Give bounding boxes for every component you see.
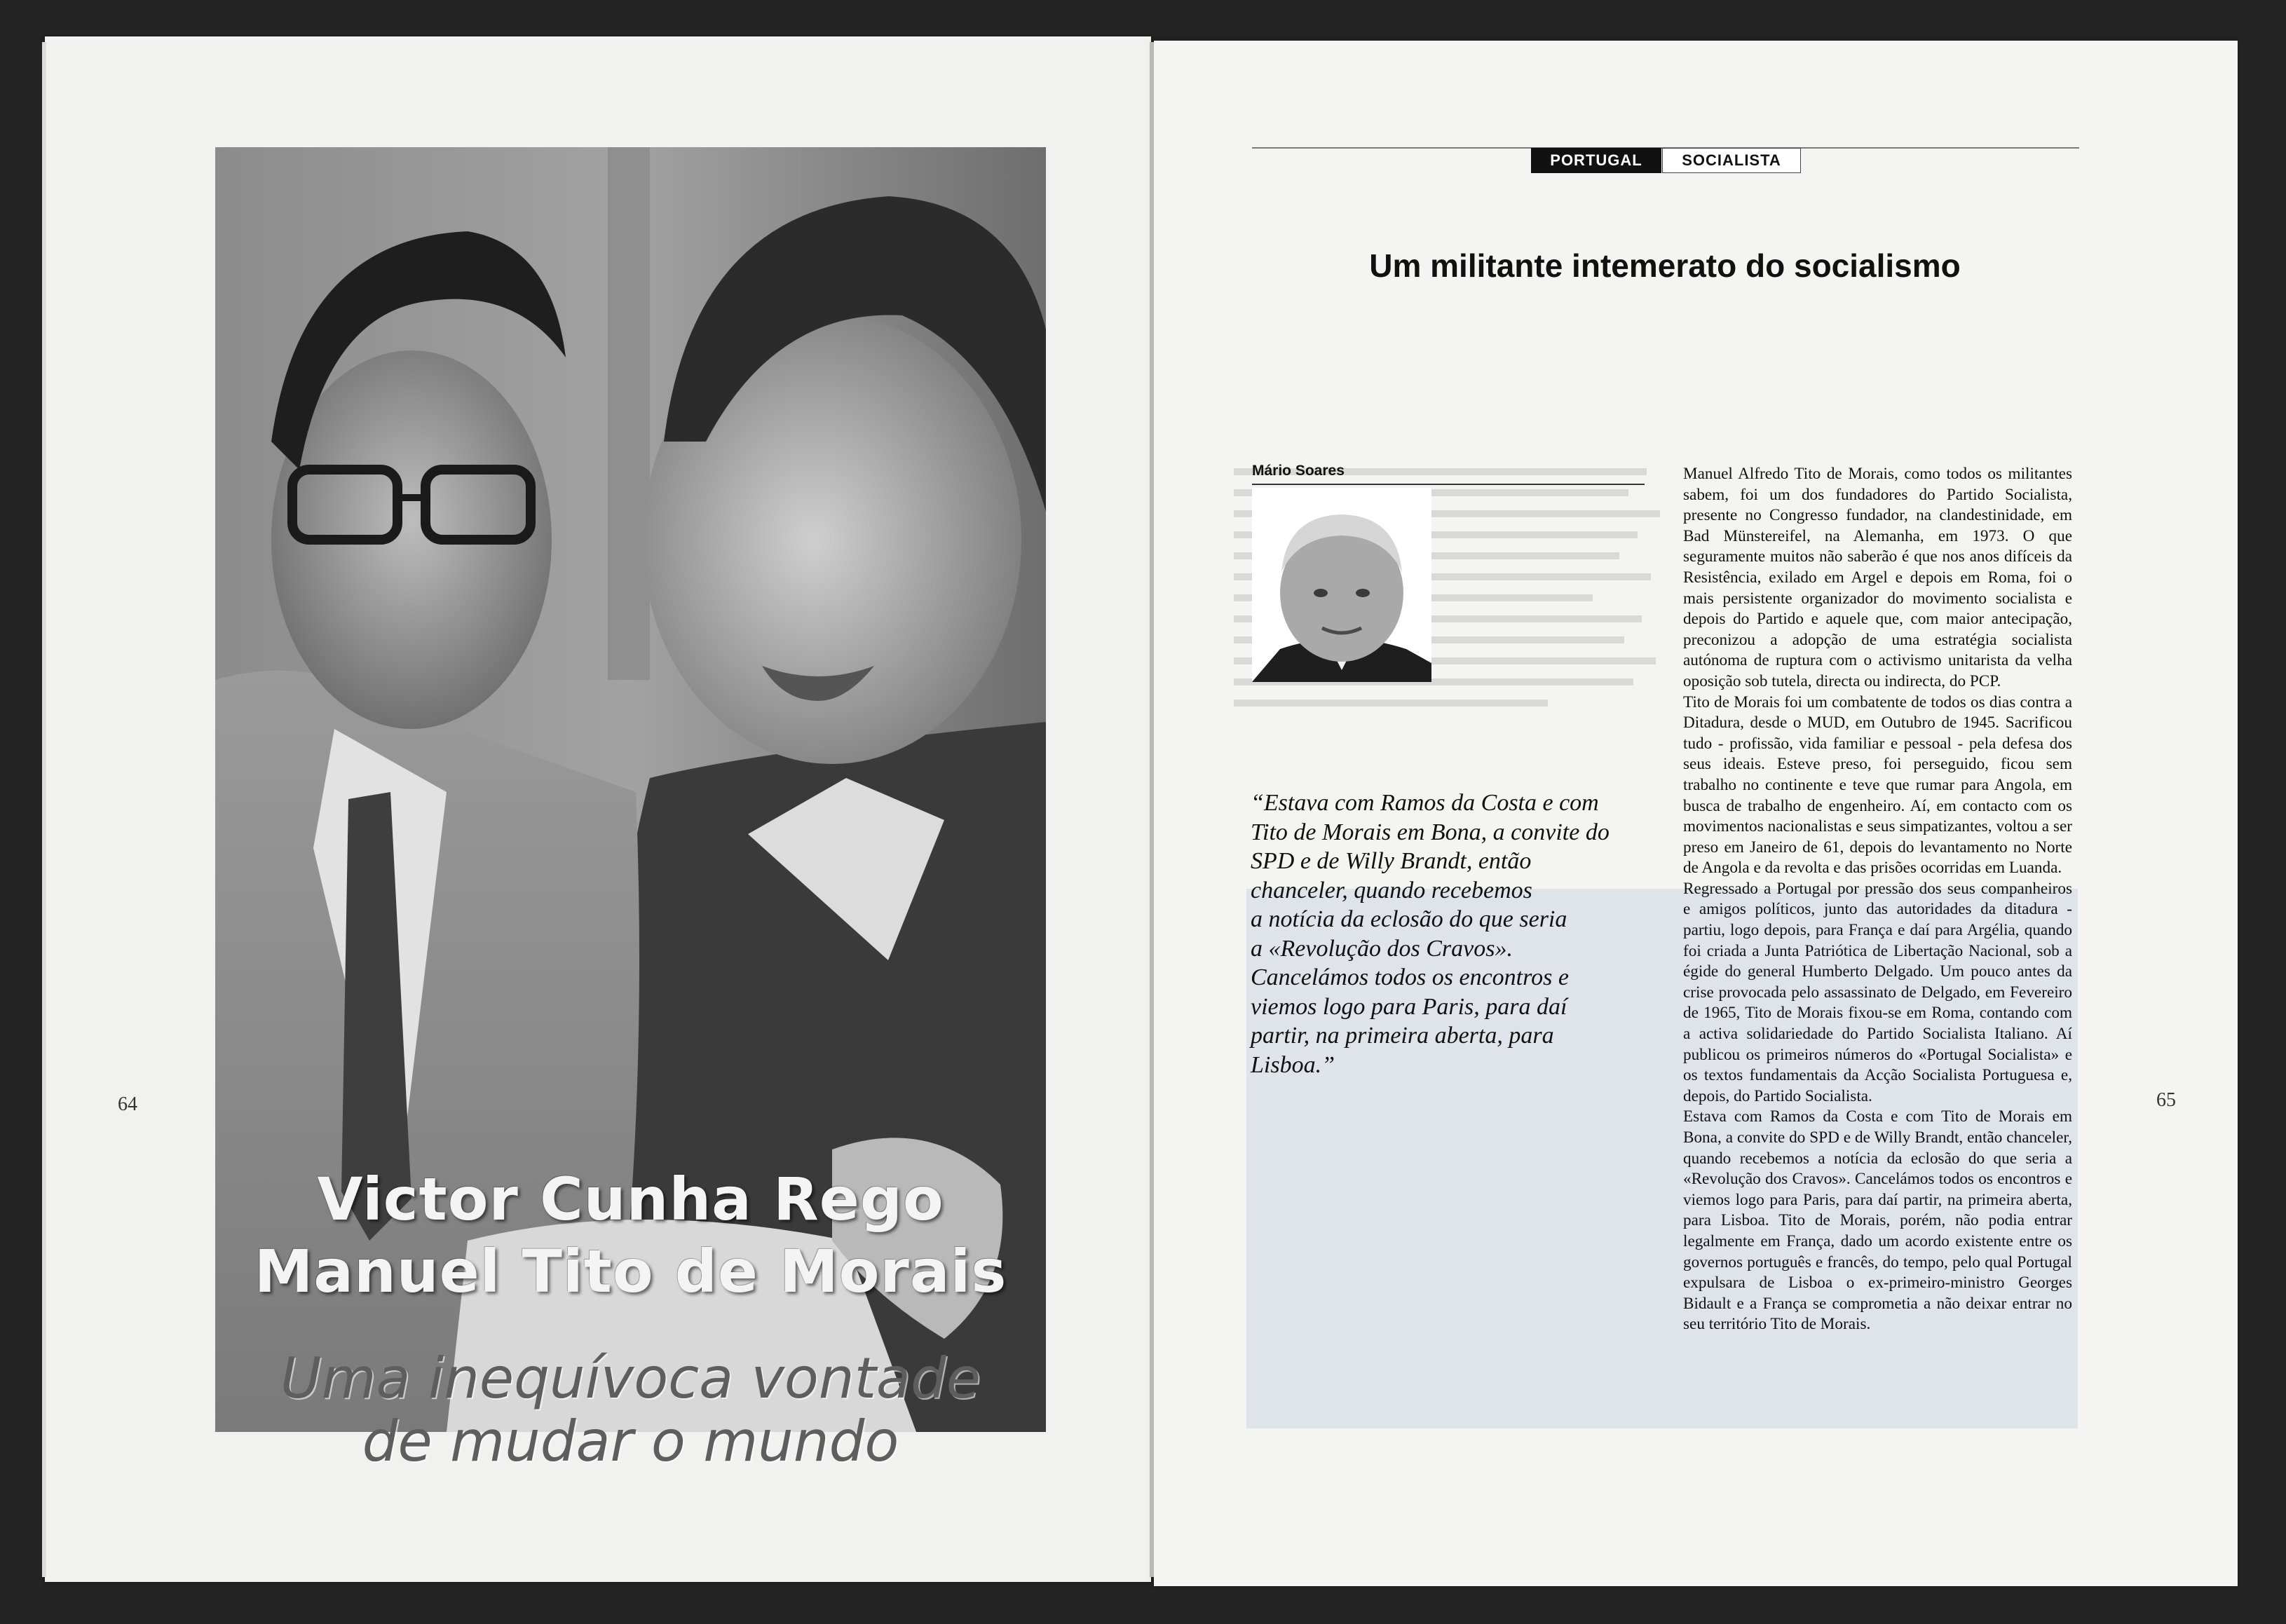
portrait-photo bbox=[1252, 488, 1431, 682]
body-paragraph-3: Regressado a Portugal por pressão dos seus companheiros e amigos políticos, junto das autoridades da ditadura - partiu, logo depois, para França e daí para Argélia, quando foi criada a Junta Patriótica de Libertação Nacional, sob a égide do general Humberto Delgado. Um pouco antes da crise provocada pelo assassinato de Delgado, em Fevereiro de 1965, Tito de Morais fixou-se em Roma, contando com a activa solidariedade do Partido Socialista Italiano. Aí publicou os primeiros números do «Portugal Socialista» e os textos fundamentais da Acção Socialista Portuguesa e, depois, do Partido Socialista. bbox=[1683, 879, 2072, 1105]
page-number-left: 64 bbox=[118, 1093, 137, 1115]
pull-quote: “Estava com Ramos da Costa e com Tito de Morais em Bona, a convite do SPD e de Willy Brandt, então chanceler, quando recebemos a notícia da eclosão do que seria a «Revolução dos Cravos». Cancelámos todos os encontros e viemos logo para Paris, para daí partir, na primeira aberta, para Lisboa.” bbox=[1251, 790, 1610, 1078]
page-stack-edge bbox=[42, 42, 46, 1577]
article-body bbox=[1683, 464, 2072, 1335]
author-name: Mário Soares bbox=[1252, 463, 1345, 479]
page-number-right: 65 bbox=[2156, 1089, 2176, 1111]
gutter bbox=[1150, 42, 1154, 1577]
body-paragraph-2: Tito de Morais foi um combatente de todos os dias contra a Ditadura, desde o MUD, em Outubro de 1945. Sacrificou tudo - profissão, vida familiar e pessoal - pela defesa dos seus ideais. Esteve preso, foi perseguido, ficou sem trabalho no continente e teve que rumar para Angola, em busca de trabalho de engenheiro. Aí, em contacto com os movimentos nacionalistas e seus simpatizantes, voltou a ser preso em Janeiro de 61, depois do levantamento no Norte de Angola e da revolta e das prisões ocorridas em Luanda. bbox=[1683, 692, 2072, 878]
author-portrait bbox=[1252, 488, 1431, 682]
cover-title-line-1: Victor Cunha Rego bbox=[317, 1165, 944, 1234]
cover-title-line-2: Manuel Tito de Morais bbox=[254, 1237, 1007, 1306]
body-paragraph-1: Manuel Alfredo Tito de Morais, como todos os militantes sabem, foi um dos fundadores do Partido Socialista, presente no Congresso fundador, na clandestinidade, em Bad Münstereifel, na Alemanha, em 1973. O que seguramente muitos não saberão é que nos anos difíceis da Resistência, exilado em Argel e depois em Roma, foi o mais persistente organizador do movimento socialista e depois do Partido e aquele que, com maior antecipação, preconizou a adopção de uma estratégia socialista autónoma de ruptura com o activismo unitarista da velha oposição sob tutela, directa ou indirecta, do PCP. bbox=[1683, 465, 2072, 690]
cover-subtitle-line-1: Uma inequívoca vontade bbox=[280, 1346, 981, 1411]
cover-photo bbox=[215, 147, 1046, 1474]
author-rule bbox=[1252, 484, 1645, 485]
section-tag-portugal: PORTUGAL bbox=[1531, 148, 1661, 173]
body-paragraph-4: Estava com Ramos da Costa e com Tito de Morais em Bona, a convite do SPD e de Willy Brandt, então chanceler, quando recebemos a notícia da eclosão do que seria a «Revolução dos Cravos». Cancelámos todos os encontros e viemos logo para Paris, para daí partir, na primeira aberta, para Lisboa. Tito de Morais, porém, não podia entrar legalmente em França, dado um acordo existente entre os governos português e francês, do tempo, pelo qual Portugal expulsara de Lisboa o ex-primeiro-ministro Georges Bidault e a França se comprometia a não deixar entrar no seu território Tito de Morais. bbox=[1683, 1107, 2072, 1334]
cover-subtitle-line-2: de mudar o mundo bbox=[362, 1409, 899, 1474]
article-headline: Um militante intemerato do socialismo bbox=[1369, 247, 1961, 284]
section-tag-socialista: SOCIALISTA bbox=[1662, 148, 1801, 173]
